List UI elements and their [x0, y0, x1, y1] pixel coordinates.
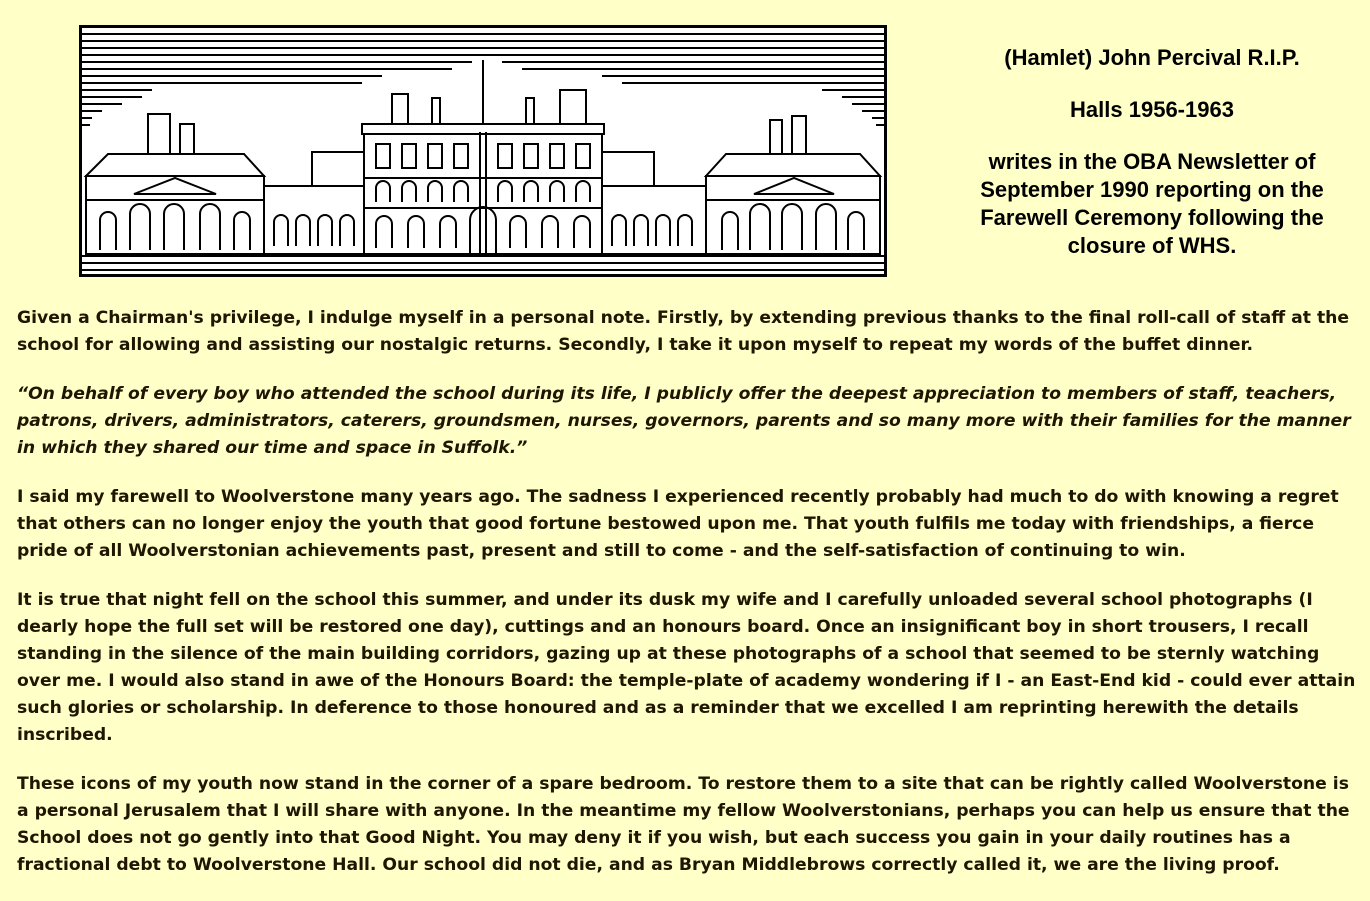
paragraph-chairman-note: Given a Chairman's privilege, I indulge myself in a personal note. Firstly, by extending previous thanks to the final roll-call of staff at the school for allowing and assisting our nostalgic returns. Secondly, I take it upon myself to repeat my words of the buffet dinner. [17, 308, 1350, 355]
header-section [0, 0, 1370, 290]
hall-drawing [82, 28, 884, 274]
article-heading [940, 44, 1364, 260]
paragraph-living-proof: These icons of my youth now stand in the corner of a spare bedroom. To restore them to a site that can be rightly called Woolverstone is a personal Jerusalem that I will share with anyone. In the meantime my fellow Woolverstonians, perhaps you can help us ensure that the School does not go gently into that Good Night. You may deny it if you wish, but each success you gain in your daily routines has a fractional debt to Woolverstone Hall. Our school did not die, and as Bryan Middlebrows correctly called it, we are the living proof. [17, 774, 1350, 875]
woolverstone-hall-engraving [79, 25, 887, 277]
article-intro: writes in the OBA Newsletter of September 1990 reporting on the Farewell Ceremony following the closure of WHS. [980, 149, 1324, 258]
article-body [17, 305, 1362, 901]
paragraph-honours-board: It is true that night fell on the school this summer, and under its dusk my wife and I carefully unloaded several school photographs (I dearly hope the full set will be restored one day), cuttings and an honours board. Once an insignificant boy in short trousers, I recall standing in the silence of the main building corridors, gazing up at these photographs of a school that seemed to be sternly watching over me. I would also stand in awe of the Honours Board: the temple-plate of academy wondering if I - an East-End kid - could ever attain such glories or scholarship. In deference to those honoured and as a reminder that we excelled I am reprinting herewith the details inscribed. [17, 590, 1356, 745]
paragraph-farewell: I said my farewell to Woolverstone many years ago. The sadness I experienced recently probably had much to do with knowing a regret that others can no longer enjoy the youth that good fortune bestowed upon me. That youth fulfils me today with friendships, a fierce pride of all Woolverstonian achievements past, present and still to come - and the self-satisfaction of continuing to win. [17, 487, 1339, 561]
halls-years: Halls 1956-1963 [1070, 97, 1234, 122]
author-name: (Hamlet) John Percival R.I.P. [1004, 45, 1300, 70]
paragraph-quote: “On behalf of every boy who attended the school during its life, I publicly offer the deepest appreciation to members of staff, teachers, patrons, drivers, administrators, caterers, groundsmen, nurses, governors, parents and so many more with their families for the manner in which they shared our time and space in Suffolk.” [17, 384, 1351, 458]
